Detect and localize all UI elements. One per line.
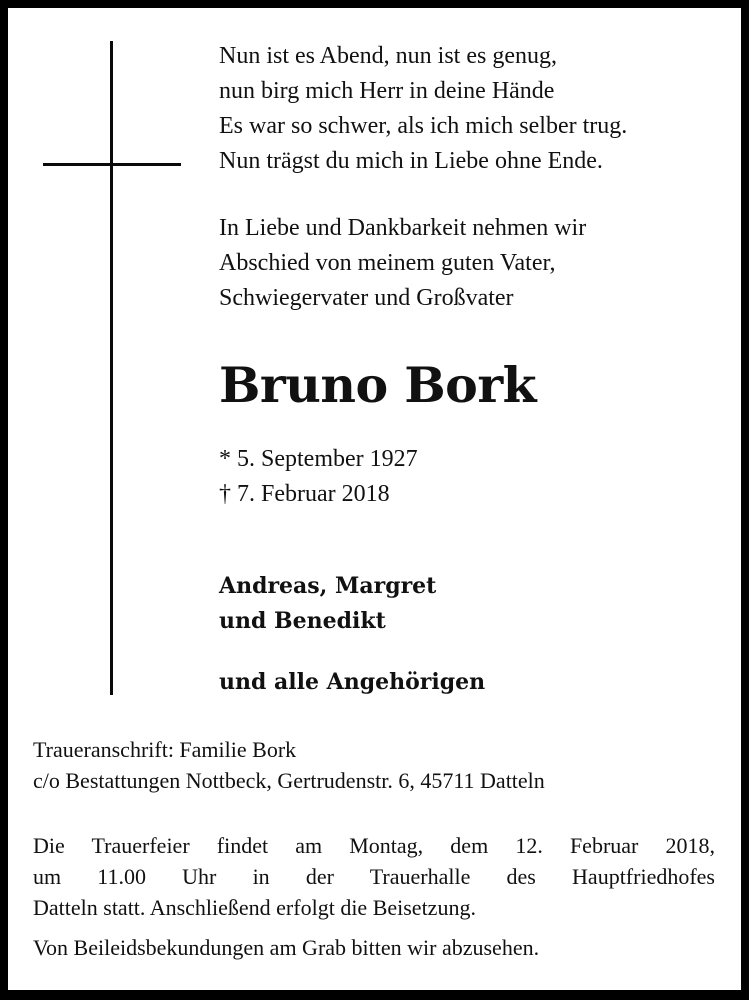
family-line: Andreas, Margret — [219, 573, 437, 599]
poem-line: Nun trägst du mich in Liebe ohne Ende. — [219, 148, 603, 174]
intro-text — [219, 211, 586, 316]
ceremony-line: Die Trauerfeier findet am Montag, dem 12. Februar 2018, — [33, 833, 715, 858]
intro-line: Abschied von meinem guten Vater, — [219, 250, 556, 276]
deceased-name: Bruno Bork — [219, 356, 537, 414]
address-line: Traueranschrift: Familie Bork — [33, 737, 297, 762]
poem-line: nun birg mich Herr in deine Hände — [219, 78, 555, 104]
life-dates — [219, 442, 418, 512]
cross-vertical-bar — [110, 41, 113, 695]
condolence-note: Von Beileidsbekundungen am Grab bitten wir abzusehen. — [33, 935, 540, 960]
ceremony-line: um 11.00 Uhr in der Trauerhalle des Hauptfriedhofes — [33, 864, 715, 889]
ceremony-line: Datteln statt. Anschließend erfolgt die Beisetzung. — [33, 895, 476, 920]
family-names — [219, 569, 436, 639]
ceremony-info — [33, 830, 715, 923]
birth-date: * 5. September 1927 — [219, 446, 418, 472]
intro-line: Schwiegervater und Großvater — [219, 285, 514, 311]
address-line: c/o Bestattungen Nottbeck, Gertrudenstr. 6, 45711 Datteln — [33, 768, 545, 793]
poem — [219, 39, 627, 179]
poem-line: Nun ist es Abend, nun ist es genug, — [219, 43, 557, 69]
intro-line: In Liebe und Dankbarkeit nehmen wir — [219, 215, 587, 241]
relatives-line: und alle Angehörigen — [219, 669, 486, 695]
mourning-address — [33, 734, 715, 796]
family-line: und Benedikt — [219, 608, 386, 634]
cross-horizontal-bar — [43, 163, 181, 166]
death-date: † 7. Februar 2018 — [219, 481, 390, 507]
poem-line: Es war so schwer, als ich mich selber trug. — [219, 113, 628, 139]
